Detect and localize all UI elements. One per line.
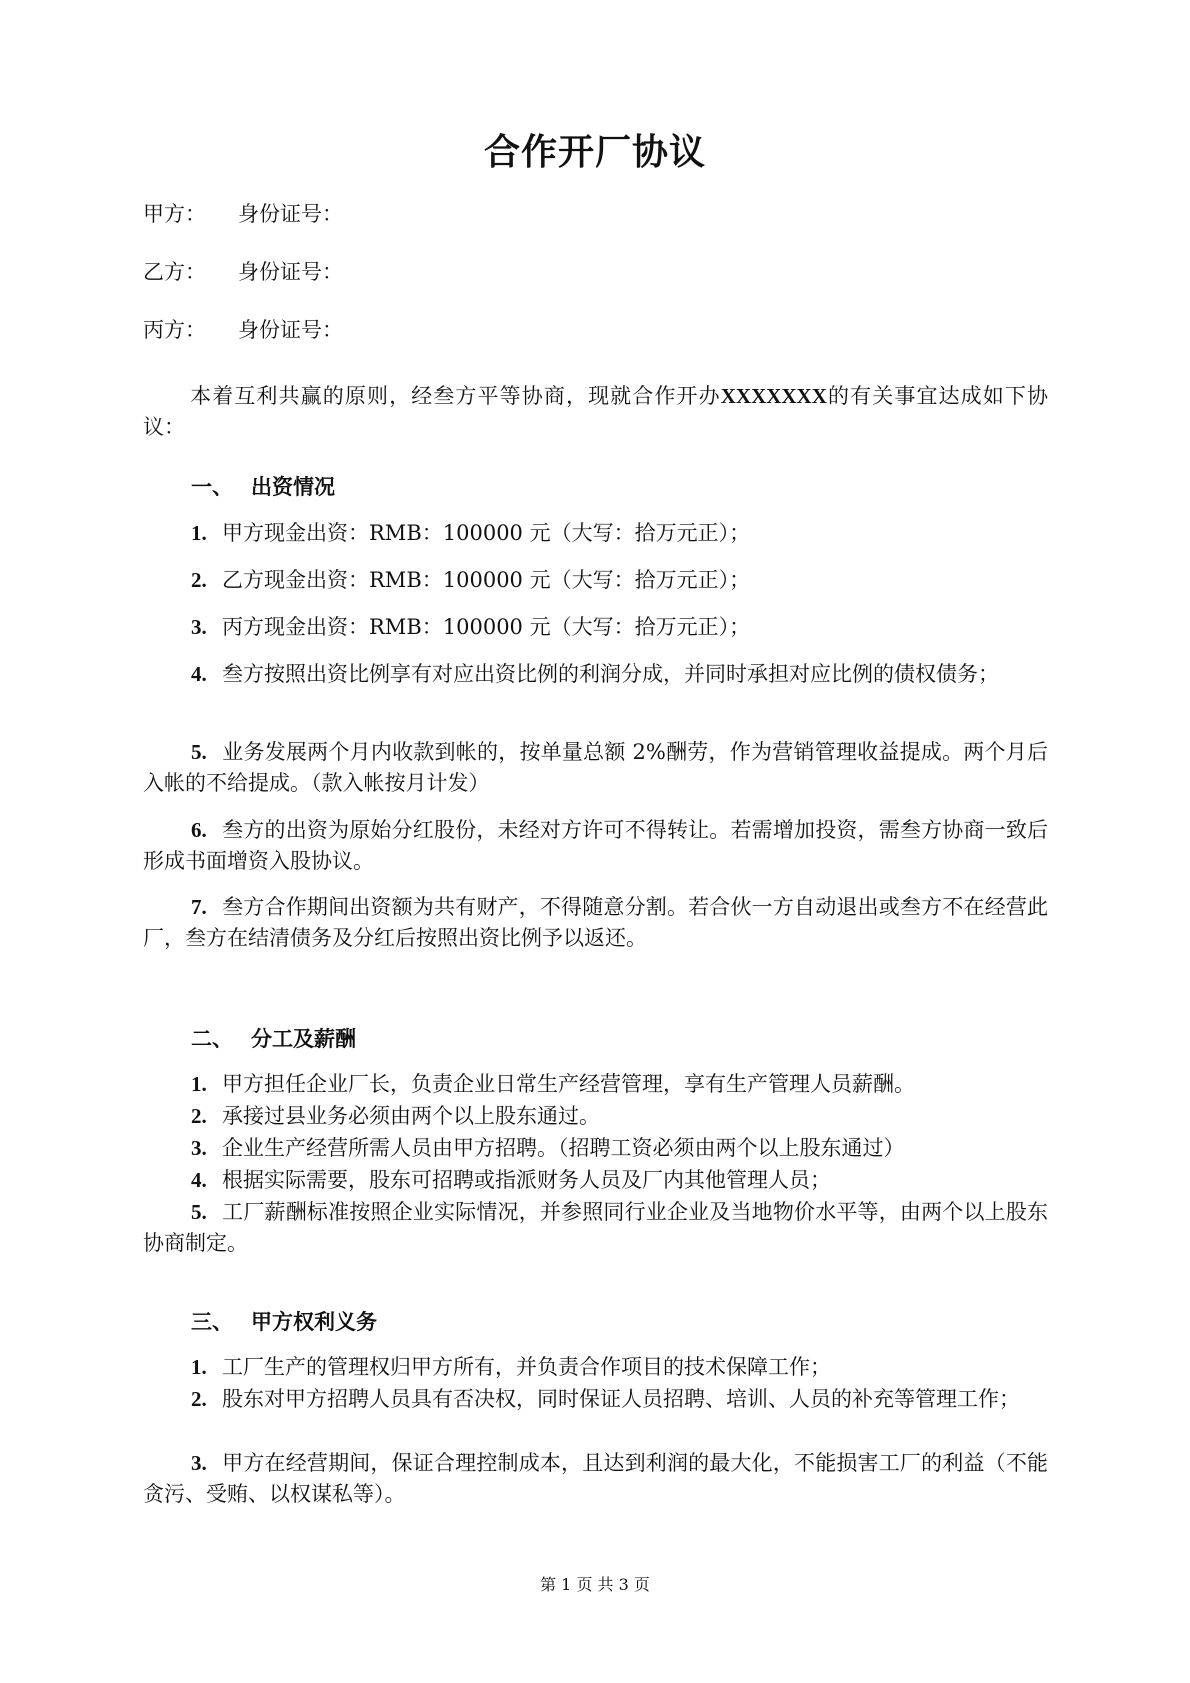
list-item: 4. 根据实际需要，股东可招聘或指派财务人员及厂内其他管理人员；: [191, 1168, 831, 1192]
list-item: 3. 丙方现金出资：RMB：100000 元（大写：拾万元正）；: [191, 615, 751, 639]
list-item: 3. 甲方在经营期间，保证合理控制成本，且达到利润的最大化，不能损害工厂的利益（不能贪污、受贿、以权谋私等）。: [143, 1451, 1048, 1506]
list-item: 4. 叁方按照出资比例享有对应出资比例的利润分成，并同时承担对应比例的债权债务；: [191, 662, 999, 686]
section-number: 三、: [191, 1309, 233, 1334]
party-label: 甲方：: [143, 202, 206, 226]
list-item: 1. 甲方现金出资：RMB：100000 元（大写：拾万元正）；: [191, 521, 751, 545]
list-item: 2. 承接过县业务必须由两个以上股东通过。: [191, 1104, 600, 1128]
section-heading: [191, 1307, 377, 1337]
section-number: 一、: [191, 474, 233, 499]
id-number-label: 身份证号：: [238, 260, 343, 284]
party-a-line: [143, 199, 343, 229]
id-number-label: 身份证号：: [238, 318, 343, 342]
party-label: 丙方：: [143, 318, 206, 342]
section-number: 二、: [191, 1026, 233, 1051]
intro-paragraph: 本着互利共赢的原则，经叁方平等协商，现就合作开办XXXXXXX的有关事宜达成如下协议：: [143, 384, 1048, 439]
list-item: 1. 甲方担任企业厂长，负责企业日常生产经营管理，享有生产管理人员薪酬。: [191, 1072, 915, 1096]
id-number-label: 身份证号：: [238, 202, 343, 226]
list-item: 5. 业务发展两个月内收款到帐的，按单量总额 2%酬劳，作为营销管理收益提成。两个月后入帐的不给提成。（款入帐按月计发）: [143, 740, 1048, 795]
list-item: 6. 叁方的出资为原始分红股份，未经对方许可不得转让。若需增加投资，需叁方协商一致后形成书面增资入股协议。: [143, 818, 1048, 873]
project-name: XXXXXXX: [720, 384, 827, 408]
party-b-line: [143, 257, 343, 287]
list-item: 7. 叁方合作期间出资额为共有财产，不得随意分割。若合伙一方自动退出或叁方不在经营此厂，叁方在结清债务及分红后按照出资比例予以返还。: [143, 895, 1048, 950]
list-item: 1. 工厂生产的管理权归甲方所有，并负责合作项目的技术保障工作；: [191, 1355, 831, 1379]
list-item: 3. 企业生产经营所需人员由甲方招聘。（招聘工资必须由两个以上股东通过）: [191, 1136, 905, 1160]
section-heading: [191, 1024, 356, 1054]
section-title: 出资情况: [251, 474, 335, 499]
party-c-line: [143, 315, 343, 345]
list-item: 2. 乙方现金出资：RMB：100000 元（大写：拾万元正）；: [191, 568, 751, 592]
party-label: 乙方：: [143, 260, 206, 284]
document-title: 合作开厂协议: [483, 131, 706, 173]
list-item: 2. 股东对甲方招聘人员具有否决权，同时保证人员招聘、培训、人员的补充等管理工作；: [191, 1387, 1020, 1411]
section-heading: [191, 472, 335, 502]
list-item: 5. 工厂薪酬标准按照企业实际情况，并参照同行业企业及当地物价水平等，由两个以上股东协商制定。: [143, 1200, 1048, 1255]
section-title: 分工及薪酬: [251, 1026, 356, 1051]
section-title: 甲方权利义务: [251, 1309, 377, 1334]
page-footer: 第 1 页 共 3 页: [540, 1575, 650, 1594]
